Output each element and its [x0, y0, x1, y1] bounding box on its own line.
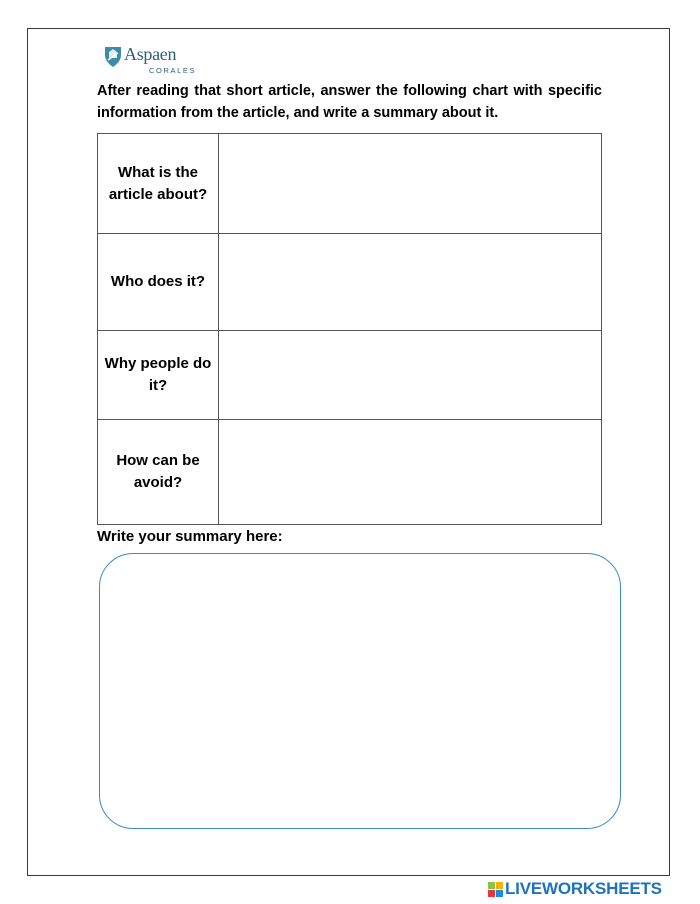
chart-row [98, 331, 602, 420]
logo-subtitle: CORALES [149, 66, 197, 75]
chart-row [98, 134, 602, 234]
aspaen-logo [103, 44, 223, 78]
chart-question: How can be avoid? [98, 420, 219, 525]
chart-question: What is the article about? [98, 134, 219, 234]
summary-textbox[interactable] [99, 553, 621, 829]
chart-row [98, 234, 602, 331]
chart-question: Why people do it? [98, 331, 219, 420]
instructions-text: After reading that short article, answer the following chart with specific information from the article, and write a summary about it. [97, 83, 602, 121]
summary-label: Write your summary here: [97, 528, 283, 545]
chart-answer-cell[interactable] [219, 134, 602, 234]
chart-answer-cell[interactable] [219, 234, 602, 331]
liveworksheets-brand: LIVEWORKSHEETS [505, 879, 662, 898]
logo-name: Aspaen [124, 44, 177, 64]
chart-answer-cell[interactable] [219, 420, 602, 525]
chart-answer-cell[interactable] [219, 331, 602, 420]
shield-icon [103, 44, 123, 68]
chart-question: Who does it? [98, 234, 219, 331]
chart-row [98, 420, 602, 525]
liveworksheets-logo [488, 879, 662, 899]
question-chart [97, 133, 602, 525]
liveworksheets-icon [488, 882, 503, 897]
